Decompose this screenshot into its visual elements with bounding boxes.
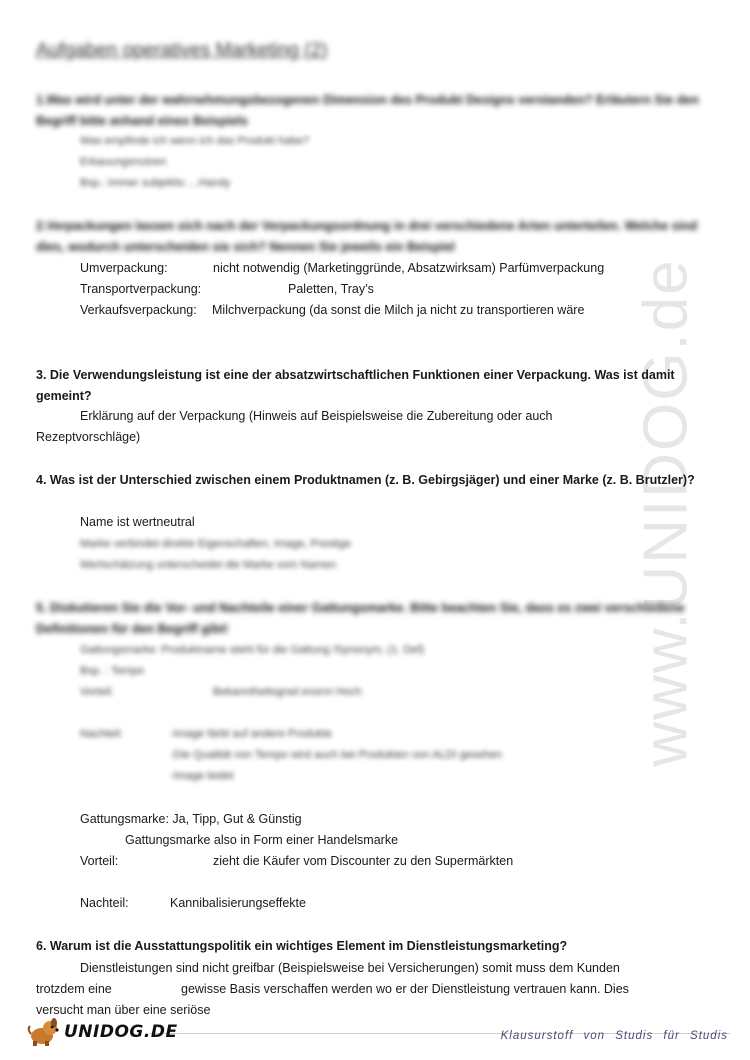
q1-line-1: Was empfinde ich wenn ich das Produkt habe?: [80, 135, 309, 147]
q2-row-3-value: Milchverpackung (da sonst die Milch ja nicht zu transportieren wäre: [212, 303, 585, 317]
q5-disadvantage-label: Nachteil:: [80, 728, 123, 740]
page-title: Aufgaben operatives Marketing (2): [36, 40, 328, 61]
q2-row-3-label: Verkaufsverpackung:: [80, 303, 197, 317]
q6-line-1: Dienstleistungen sind nicht greifbar (Beispielsweise bei Versicherungen) somit muss dem Kunden: [80, 961, 620, 975]
dog-icon: [26, 1017, 60, 1047]
q4-line-1: Name ist wertneutral: [80, 515, 195, 529]
watermark-text: www.UNIDOG.de: [631, 257, 701, 767]
question-3: 3. Die Verwendungsleistung ist eine der absatzwirtschaftlichen Funktionen einer Verpackung. Was ist damit gemeint?: [36, 368, 675, 403]
q6-line-3: versucht man über eine seriöse: [36, 1003, 211, 1017]
q2-row-2-label: Transportverpackung:: [80, 282, 202, 296]
q4-line-2: Marke verbindet direkte Eigenschaften, Image, Prestige: [80, 538, 351, 550]
q5-disadvantage2-label: Nachteil:: [80, 896, 129, 910]
question-1: 1.Was wird unter der wahrnehmungsbezogenen Dimension des Produkt Designs verstanden? Erläutern Sie den Begriff bitte anhand eines Beispiels: [36, 93, 699, 128]
q5-example: Bsp. : Tempo: [80, 665, 144, 677]
q5-advantage-value: Bekanntheitsgrad enorm Hoch: [213, 686, 362, 698]
watermark: [606, 257, 726, 767]
q1-line-2: Erbauungsnutzen: [80, 156, 167, 168]
q5-advantage2-value: zieht die Käufer vom Discounter zu den Supermärkten: [213, 854, 514, 868]
q2-row-1-value: nicht notwendig (Marketinggründe, Absatzwirksam) Parfümverpackung: [213, 261, 605, 275]
q2-row-1-label: Umverpackung:: [80, 261, 168, 275]
q2-row-2-value: Paletten, Tray’s: [288, 282, 374, 296]
q5-disadvantage-1: -Image färbt auf andere Produkte: [170, 728, 333, 740]
q3-line-2: Rezeptvorschläge): [36, 430, 141, 444]
q6-line-2a: trotzdem eine: [36, 982, 112, 996]
q6-line-2b: gewisse Basis verschaffen werden wo er der Dienstleistung vertrauen kann. Dies: [181, 982, 629, 996]
unidog-logo[interactable]: [26, 1014, 178, 1050]
question-5: 5. Diskutieren Sie die Vor- und Nachteile einer Gattungsmarke. Bitte beachten Sie, dass es zwei verschiedene Definitionen für den Begriff gibt!: [36, 601, 685, 636]
q1-line-3: Bsp.: immer subjektiv….Handy: [80, 177, 231, 189]
q4-line-3: Wertschätzung unterscheidet die Marke vom Namen: [80, 559, 336, 571]
logo-text: UNIDOG.DE: [64, 1022, 178, 1042]
q5-def-2: Gattungsmarke: Ja, Tipp, Gut & Günstig: [80, 812, 302, 826]
question-4: 4. Was ist der Unterschied zwischen einem Produktnamen (z. B. Gebirgsjäger) und einer Marke (z. B. Brutzler)?: [36, 473, 695, 487]
q5-disadvantage-3: -Image leidet: [170, 770, 234, 782]
q5-disadvantage2-value: Kannibalisierungseffekte: [170, 896, 306, 910]
q5-advantage2-label: Vorteil:: [80, 854, 119, 868]
q5-disadvantage-2: -Die Qualität von Tempo wird auch bei Produkten von ALDI gesehen: [170, 749, 502, 761]
question-2: 2.Verpackungen lassen sich nach der Verpackungsordnung in drei verschiedene Arten unterteilen. Welche sind dies, wodurch unterscheiden sie sich? Nennen Sie jeweils ein Beispiel: [36, 219, 698, 254]
q5-def-1: Gattungsmarke: Produktname steht für die Gattung /Synonym, (1. Def): [80, 644, 425, 656]
question-6: 6. Warum ist die Ausstattungspolitik ein wichtiges Element im Dienstleistungsmarketing?: [36, 939, 568, 953]
q5-advantage-label: Vorteil:: [80, 686, 114, 698]
q5-def-2-sub: Gattungsmarke also in Form einer Handelsmarke: [125, 833, 399, 847]
q3-line-1: Erklärung auf der Verpackung (Hinweis auf Beispielsweise die Zubereitung oder auch: [80, 409, 553, 423]
footer-tagline: Klausurstoff von Studis für Studis: [500, 1030, 728, 1042]
